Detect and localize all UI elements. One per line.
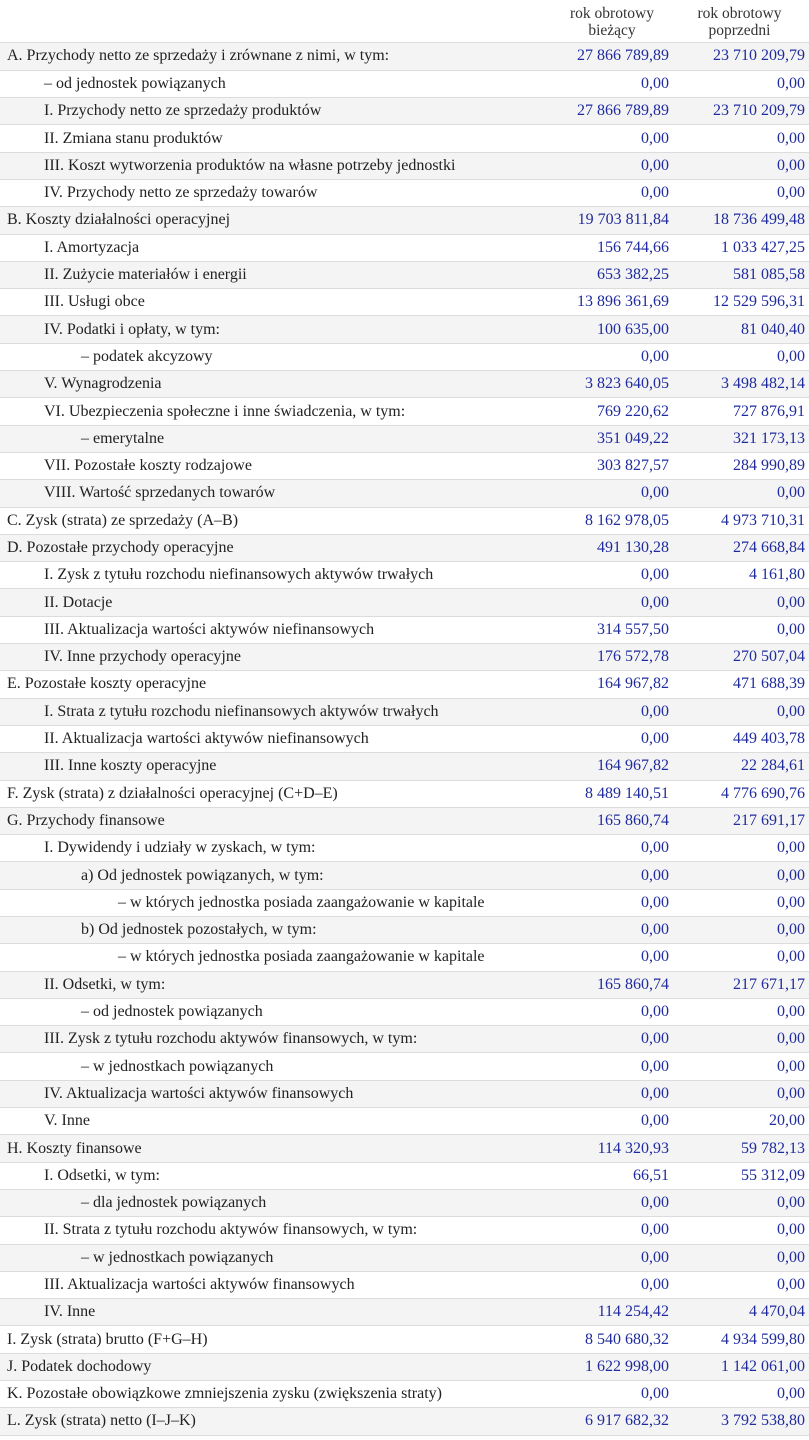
table-row: [0, 616, 809, 643]
row-label: E. Pozostałe koszty operacyjne: [0, 671, 550, 698]
table-row: [0, 1381, 809, 1408]
previous-year-value: 274 668,84: [675, 534, 809, 561]
previous-year-value: 4 776 690,76: [675, 780, 809, 807]
previous-year-value: 471 688,39: [675, 671, 809, 698]
current-year-value: 0,00: [550, 152, 675, 179]
table-row: [0, 1135, 809, 1162]
row-label: III. Zysk z tytułu rozchodu aktywów finansowych, w tym:: [0, 1026, 550, 1053]
table-row: [0, 343, 809, 370]
row-label: II. Strata z tytułu rozchodu aktywów finansowych, w tym:: [0, 1217, 550, 1244]
row-label: II. Dotacje: [0, 589, 550, 616]
row-label: b) Od jednostek pozostałych, w tym:: [0, 917, 550, 944]
current-year-value: 0,00: [550, 343, 675, 370]
current-year-value: 0,00: [550, 562, 675, 589]
row-label: IV. Inne przychody operacyjne: [0, 644, 550, 671]
table-row: [0, 289, 809, 316]
current-year-value: 0,00: [550, 1080, 675, 1107]
table-row: [0, 534, 809, 561]
previous-year-value: 0,00: [675, 1189, 809, 1216]
current-year-value: 3 823 640,05: [550, 371, 675, 398]
row-label: A. Przychody netto ze sprzedaży i zrównane z nimi, w tym:: [0, 43, 550, 70]
previous-year-value: 0,00: [675, 343, 809, 370]
table-row: [0, 780, 809, 807]
previous-year-value: 0,00: [675, 944, 809, 971]
current-year-header-line2: bieżący: [588, 22, 636, 39]
current-year-value: 164 967,82: [550, 753, 675, 780]
current-year-value: 13 896 361,69: [550, 289, 675, 316]
row-label: III. Inne koszty operacyjne: [0, 753, 550, 780]
row-label: IV. Aktualizacja wartości aktywów finansowych: [0, 1080, 550, 1107]
row-label: D. Pozostałe przychody operacyjne: [0, 534, 550, 561]
row-label: – w jednostkach powiązanych: [0, 1053, 550, 1080]
current-year-value: 0,00: [550, 1108, 675, 1135]
current-year-value: 0,00: [550, 1244, 675, 1271]
previous-year-value: 0,00: [675, 1217, 809, 1244]
previous-year-value: 12 529 596,31: [675, 289, 809, 316]
row-label: V. Inne: [0, 1108, 550, 1135]
current-year-value: 0,00: [550, 1381, 675, 1408]
previous-year-value: 0,00: [675, 616, 809, 643]
previous-year-header-line2: poprzedni: [708, 22, 771, 39]
previous-year-value: 18 736 499,48: [675, 207, 809, 234]
current-year-value: 27 866 789,89: [550, 98, 675, 125]
label-column-header: [0, 0, 550, 42]
current-year-value: 165 860,74: [550, 807, 675, 834]
previous-year-value: 3 792 538,80: [675, 1408, 809, 1435]
table-row: [0, 507, 809, 534]
table-row: [0, 862, 809, 889]
previous-year-value: 0,00: [675, 1053, 809, 1080]
current-year-value: 0,00: [550, 1271, 675, 1298]
table-row: [0, 1189, 809, 1216]
row-label: – podatek akcyzowy: [0, 343, 550, 370]
current-year-value: 8 540 680,32: [550, 1326, 675, 1353]
current-year-value: 165 860,74: [550, 971, 675, 998]
current-year-header-line1: rok obrotowy: [570, 5, 654, 22]
current-year-value: 176 572,78: [550, 644, 675, 671]
row-label: H. Koszty finansowe: [0, 1135, 550, 1162]
table-row: [0, 1217, 809, 1244]
table-row: [0, 998, 809, 1025]
table-row: [0, 644, 809, 671]
previous-year-value: 59 782,13: [675, 1135, 809, 1162]
previous-year-value: 0,00: [675, 1244, 809, 1271]
previous-year-value: 1 142 061,00: [675, 1353, 809, 1380]
current-year-value: 19 703 811,84: [550, 207, 675, 234]
current-year-value: 0,00: [550, 70, 675, 97]
table-row: [0, 835, 809, 862]
table-row: [0, 98, 809, 125]
row-label: I. Zysk (strata) brutto (F+G–H): [0, 1326, 550, 1353]
table-row: [0, 480, 809, 507]
table-row: [0, 917, 809, 944]
previous-year-value: 0,00: [675, 125, 809, 152]
current-year-value: 156 744,66: [550, 234, 675, 261]
table-row: [0, 807, 809, 834]
row-label: I. Dywidendy i udziały w zyskach, w tym:: [0, 835, 550, 862]
current-year-value: 491 130,28: [550, 534, 675, 561]
row-label: I. Odsetki, w tym:: [0, 1162, 550, 1189]
previous-year-value: 217 691,17: [675, 807, 809, 834]
table-row: [0, 207, 809, 234]
current-year-value: 314 557,50: [550, 616, 675, 643]
row-label: II. Zmiana stanu produktów: [0, 125, 550, 152]
previous-year-value: 0,00: [675, 889, 809, 916]
current-year-value: 100 635,00: [550, 316, 675, 343]
previous-year-value: 727 876,91: [675, 398, 809, 425]
previous-year-value: 3 498 482,14: [675, 371, 809, 398]
current-year-value: 0,00: [550, 480, 675, 507]
table-row: [0, 1326, 809, 1353]
row-label: C. Zysk (strata) ze sprzedaży (A–B): [0, 507, 550, 534]
table-row: [0, 1353, 809, 1380]
current-year-value: 0,00: [550, 1189, 675, 1216]
row-label: III. Koszt wytworzenia produktów na własne potrzeby jednostki: [0, 152, 550, 179]
table-row: [0, 889, 809, 916]
previous-year-value: 0,00: [675, 1026, 809, 1053]
table-row: [0, 261, 809, 288]
current-year-value: 351 049,22: [550, 425, 675, 452]
previous-year-value: 81 040,40: [675, 316, 809, 343]
previous-year-value: 0,00: [675, 70, 809, 97]
previous-year-value: 0,00: [675, 480, 809, 507]
table-row: [0, 1244, 809, 1271]
previous-year-value: 0,00: [675, 862, 809, 889]
current-year-value: 0,00: [550, 725, 675, 752]
row-label: IV. Przychody netto ze sprzedaży towarów: [0, 179, 550, 206]
table-row: [0, 152, 809, 179]
row-label: VI. Ubezpieczenia społeczne i inne świadczenia, w tym:: [0, 398, 550, 425]
row-label: – w jednostkach powiązanych: [0, 1244, 550, 1271]
table-row: [0, 753, 809, 780]
previous-year-value: 1 033 427,25: [675, 234, 809, 261]
current-year-value: 114 320,93: [550, 1135, 675, 1162]
row-label: II. Odsetki, w tym:: [0, 971, 550, 998]
table-row: [0, 425, 809, 452]
current-year-value: 0,00: [550, 835, 675, 862]
table-row: [0, 1053, 809, 1080]
current-year-value: 653 382,25: [550, 261, 675, 288]
previous-year-value: 0,00: [675, 1080, 809, 1107]
previous-year-value: 284 990,89: [675, 452, 809, 479]
previous-year-value: 0,00: [675, 179, 809, 206]
table-row: [0, 1162, 809, 1189]
previous-year-value: 22 284,61: [675, 753, 809, 780]
table-row: [0, 234, 809, 261]
current-year-value: 0,00: [550, 1053, 675, 1080]
previous-year-value: 4 470,04: [675, 1299, 809, 1326]
table-row: [0, 1108, 809, 1135]
previous-year-value: 0,00: [675, 835, 809, 862]
row-label: I. Zysk z tytułu rozchodu niefinansowych aktywów trwałych: [0, 562, 550, 589]
row-label: VIII. Wartość sprzedanych towarów: [0, 480, 550, 507]
table-row: [0, 725, 809, 752]
current-year-value: 164 967,82: [550, 671, 675, 698]
current-year-value: 0,00: [550, 1026, 675, 1053]
current-year-value: 6 917 682,32: [550, 1408, 675, 1435]
previous-year-value: 581 085,58: [675, 261, 809, 288]
row-label: VII. Pozostałe koszty rodzajowe: [0, 452, 550, 479]
table-row: [0, 671, 809, 698]
table-row: [0, 971, 809, 998]
statement-table: [0, 43, 809, 1436]
table-row: [0, 398, 809, 425]
row-label: III. Aktualizacja wartości aktywów finansowych: [0, 1271, 550, 1298]
row-label: – w których jednostka posiada zaangażowanie w kapitale: [0, 944, 550, 971]
previous-year-value: 23 710 209,79: [675, 43, 809, 70]
row-label: – od jednostek powiązanych: [0, 998, 550, 1025]
current-year-value: 0,00: [550, 179, 675, 206]
current-year-value: 66,51: [550, 1162, 675, 1189]
row-label: III. Aktualizacja wartości aktywów niefinansowych: [0, 616, 550, 643]
row-label: I. Amortyzacja: [0, 234, 550, 261]
current-year-value: 0,00: [550, 698, 675, 725]
current-year-value: 0,00: [550, 889, 675, 916]
row-label: IV. Podatki i opłaty, w tym:: [0, 316, 550, 343]
previous-year-value: 0,00: [675, 152, 809, 179]
current-year-header: [550, 0, 674, 42]
row-label: I. Przychody netto ze sprzedaży produktów: [0, 98, 550, 125]
current-year-value: 8 489 140,51: [550, 780, 675, 807]
table-row: [0, 1026, 809, 1053]
table-row: [0, 1299, 809, 1326]
row-label: – dla jednostek powiązanych: [0, 1189, 550, 1216]
row-label: – od jednostek powiązanych: [0, 70, 550, 97]
table-row: [0, 1080, 809, 1107]
current-year-value: 0,00: [550, 917, 675, 944]
previous-year-value: 20,00: [675, 1108, 809, 1135]
previous-year-value: 321 173,13: [675, 425, 809, 452]
current-year-value: 0,00: [550, 589, 675, 616]
table-row: [0, 589, 809, 616]
table-row: [0, 43, 809, 70]
previous-year-header-line1: rok obrotowy: [697, 5, 782, 22]
previous-year-header: [674, 0, 809, 42]
row-label: G. Przychody finansowe: [0, 807, 550, 834]
table-row: [0, 1271, 809, 1298]
previous-year-value: 0,00: [675, 1271, 809, 1298]
row-label: a) Od jednostek powiązanych, w tym:: [0, 862, 550, 889]
previous-year-value: 217 671,17: [675, 971, 809, 998]
previous-year-value: 23 710 209,79: [675, 98, 809, 125]
previous-year-value: 4 973 710,31: [675, 507, 809, 534]
table-row: [0, 179, 809, 206]
table-row: [0, 70, 809, 97]
row-label: II. Zużycie materiałów i energii: [0, 261, 550, 288]
row-label: IV. Inne: [0, 1299, 550, 1326]
previous-year-value: 4 934 599,80: [675, 1326, 809, 1353]
previous-year-value: 0,00: [675, 998, 809, 1025]
row-label: – emerytalne: [0, 425, 550, 452]
row-label: – w których jednostka posiada zaangażowanie w kapitale: [0, 889, 550, 916]
current-year-value: 0,00: [550, 862, 675, 889]
previous-year-value: 0,00: [675, 917, 809, 944]
row-label: K. Pozostałe obowiązkowe zmniejszenia zysku (zwiększenia straty): [0, 1381, 550, 1408]
previous-year-value: 55 312,09: [675, 1162, 809, 1189]
previous-year-value: 270 507,04: [675, 644, 809, 671]
row-label: F. Zysk (strata) z działalności operacyjnej (C+D–E): [0, 780, 550, 807]
row-label: J. Podatek dochodowy: [0, 1353, 550, 1380]
row-label: B. Koszty działalności operacyjnej: [0, 207, 550, 234]
current-year-value: 8 162 978,05: [550, 507, 675, 534]
current-year-value: 27 866 789,89: [550, 43, 675, 70]
table-row: [0, 316, 809, 343]
current-year-value: 0,00: [550, 125, 675, 152]
row-label: V. Wynagrodzenia: [0, 371, 550, 398]
table-row: [0, 1408, 809, 1435]
table-row: [0, 698, 809, 725]
current-year-value: 0,00: [550, 1217, 675, 1244]
table-row: [0, 562, 809, 589]
previous-year-value: 0,00: [675, 698, 809, 725]
previous-year-value: 0,00: [675, 1381, 809, 1408]
table-row: [0, 371, 809, 398]
table-row: [0, 452, 809, 479]
table-row: [0, 944, 809, 971]
current-year-value: 303 827,57: [550, 452, 675, 479]
column-header: [0, 0, 809, 43]
row-label: L. Zysk (strata) netto (I–J–K): [0, 1408, 550, 1435]
previous-year-value: 0,00: [675, 589, 809, 616]
row-label: I. Strata z tytułu rozchodu niefinansowych aktywów trwałych: [0, 698, 550, 725]
current-year-value: 114 254,42: [550, 1299, 675, 1326]
current-year-value: 0,00: [550, 998, 675, 1025]
current-year-value: 0,00: [550, 944, 675, 971]
previous-year-value: 449 403,78: [675, 725, 809, 752]
current-year-value: 769 220,62: [550, 398, 675, 425]
table-row: [0, 125, 809, 152]
statement-rows: [0, 43, 809, 1435]
previous-year-value: 4 161,80: [675, 562, 809, 589]
current-year-value: 1 622 998,00: [550, 1353, 675, 1380]
row-label: III. Usługi obce: [0, 289, 550, 316]
row-label: II. Aktualizacja wartości aktywów niefinansowych: [0, 725, 550, 752]
